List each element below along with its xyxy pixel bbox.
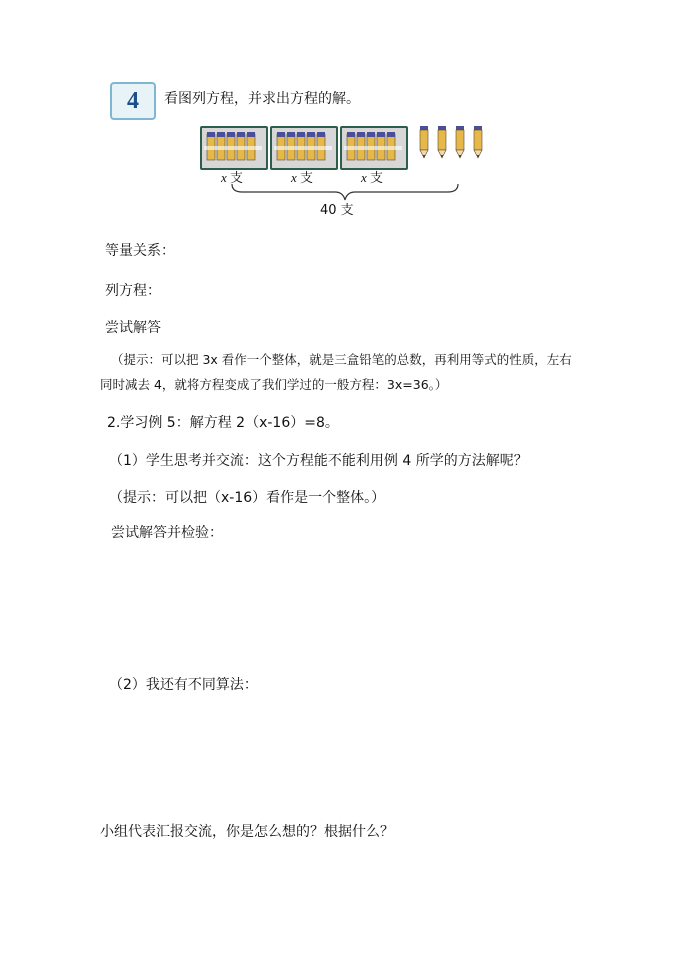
example-prompt: 看图列方程，并求出方程的解。 xyxy=(164,91,360,107)
pencil-icon xyxy=(472,124,484,160)
pencil-icon xyxy=(436,124,448,160)
hint-2: （提示：可以把（x-16）看作是一个整体。） xyxy=(109,490,386,506)
pencil-icon xyxy=(454,124,466,160)
pencils-in-box-icon xyxy=(342,128,406,168)
group-report-prompt: 小组代表汇报交流，你是怎么想的？根据什么？ xyxy=(100,824,394,840)
total-label: 40 支 xyxy=(320,203,354,218)
hint-line-2: 同时减去 4，就将方程变成了我们学过的一般方程：3x=36。） xyxy=(100,377,448,392)
try-and-check-label: 尝试解答并检验： xyxy=(111,525,223,541)
example-number-badge xyxy=(110,82,156,120)
equation-label: 列方程： xyxy=(105,283,161,299)
pencil-box xyxy=(340,126,408,170)
example-5-heading: 2.学习例 5：解方程 2（x-16）=8。 xyxy=(107,415,339,431)
question-1: （1）学生思考并交流：这个方程能不能利用例 4 所学的方法解呢？ xyxy=(109,453,528,469)
box-count-label: x 支 xyxy=(361,170,384,185)
question-2: （2）我还有不同算法： xyxy=(109,677,258,693)
pencil-box xyxy=(270,126,338,170)
pencil-box xyxy=(200,126,268,170)
box-count-label: x 支 xyxy=(291,170,314,185)
pencils-in-box-icon xyxy=(202,128,266,168)
try-solve-label: 尝试解答 xyxy=(105,320,161,336)
hint-line-1: （提示：可以把 3x 看作一个整体，就是三盒铅笔的总数，再利用等式的性质，左右 xyxy=(111,352,572,367)
example-number: 4 xyxy=(127,87,139,114)
box-count-label: x 支 xyxy=(221,170,244,185)
pencil-icon xyxy=(418,124,430,160)
pencils-in-box-icon xyxy=(272,128,336,168)
equality-relation-label: 等量关系： xyxy=(105,243,175,259)
pencil-diagram xyxy=(190,120,500,220)
